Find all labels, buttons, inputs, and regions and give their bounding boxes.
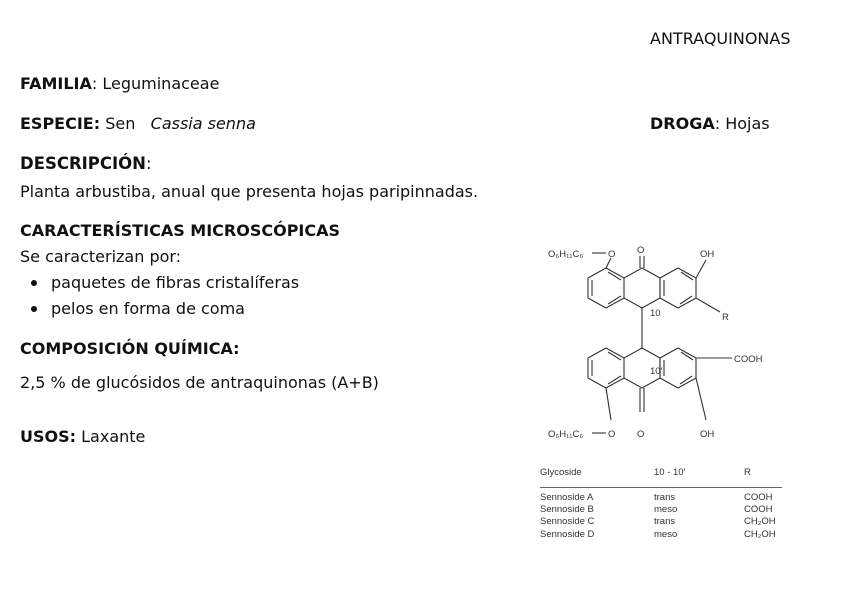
microscopicas-intro: Se caracterizan por: bbox=[20, 247, 182, 266]
table-divider bbox=[540, 487, 782, 488]
glycoside-table bbox=[540, 467, 785, 547]
composicion-heading: COMPOSICIÓN QUÍMICA: bbox=[20, 339, 240, 358]
list-item: paquetes de fibras cristalíferas bbox=[20, 273, 299, 299]
droga-colon: : bbox=[714, 114, 726, 133]
sennoside-structure-diagram bbox=[536, 240, 796, 445]
lower-right-ring bbox=[660, 348, 696, 388]
upper-middle-ring bbox=[624, 268, 660, 308]
table-header-configuration: 10 - 10′ bbox=[654, 467, 686, 478]
table-cell: trans bbox=[654, 492, 676, 503]
table-header-r: R bbox=[744, 467, 751, 478]
microscopicas-list bbox=[20, 273, 299, 325]
lower-oh-label: OH bbox=[700, 429, 715, 440]
table-cell: meso bbox=[654, 529, 678, 540]
composicion-text: 2,5 % de glucósidos de antraquinonas (A+B) bbox=[20, 373, 379, 392]
r-group-label: R bbox=[722, 312, 729, 323]
droga-value: Hojas bbox=[725, 114, 770, 133]
usos-value: Laxante bbox=[81, 427, 146, 446]
especie-common-name: Sen bbox=[105, 114, 136, 133]
upper-substituent-label: O₆H₁₁C₆ bbox=[548, 249, 584, 260]
position-10-label: 10 bbox=[650, 308, 661, 319]
list-item: pelos en forma de coma bbox=[20, 299, 299, 325]
table-cell: Sennoside A bbox=[540, 492, 594, 503]
table-cell: COOH bbox=[744, 492, 773, 503]
familia-colon: : bbox=[91, 74, 103, 93]
cooh-label: COOH bbox=[734, 354, 763, 365]
table-cell: Sennoside D bbox=[540, 529, 595, 540]
category-title: ANTRAQUINONAS bbox=[650, 29, 791, 48]
familia-label: FAMILIA bbox=[20, 74, 92, 93]
especie-line bbox=[20, 114, 256, 134]
lower-left-ring bbox=[588, 348, 624, 388]
descripcion-colon: : bbox=[145, 154, 152, 173]
usos-line bbox=[20, 427, 145, 447]
table-cell: trans bbox=[654, 516, 676, 527]
descripcion-heading-line bbox=[20, 154, 152, 174]
table-cell: CH₂OH bbox=[744, 529, 776, 540]
familia-line bbox=[20, 74, 219, 94]
droga-label: DROGA bbox=[650, 114, 715, 133]
table-cell: Sennoside B bbox=[540, 504, 594, 515]
usos-label: USOS: bbox=[20, 427, 77, 446]
droga-line bbox=[650, 114, 770, 134]
table-cell: meso bbox=[654, 504, 678, 515]
table-cell: COOH bbox=[744, 504, 773, 515]
table-cell: Sennoside C bbox=[540, 516, 595, 527]
table-cell: CH₂OH bbox=[744, 516, 776, 527]
table-header-glycoside: Glycoside bbox=[540, 467, 582, 478]
descripcion-text: Planta arbustiba, anual que presenta hojas paripinnadas. bbox=[20, 182, 479, 201]
lower-ether-o-label: O bbox=[608, 429, 616, 440]
upper-right-ring bbox=[660, 268, 696, 308]
upper-carbonyl-o-label: O bbox=[637, 245, 645, 256]
especie-label: ESPECIE: bbox=[20, 114, 101, 133]
position-10-prime-label: 10′ bbox=[650, 366, 663, 377]
lower-carbonyl-o-label: O bbox=[637, 429, 645, 440]
especie-scientific-name: Cassia senna bbox=[150, 114, 256, 133]
upper-ether-o-label: O bbox=[608, 249, 616, 260]
descripcion-heading: DESCRIPCIÓN bbox=[20, 154, 146, 173]
upper-oh-label: OH bbox=[700, 249, 715, 260]
upper-left-ring bbox=[588, 268, 624, 308]
familia-value: Leguminaceae bbox=[102, 74, 220, 93]
lower-substituent-label: O₆H₁₁C₆ bbox=[548, 429, 584, 440]
microscopicas-heading: CARACTERÍSTICAS MICROSCÓPICAS bbox=[20, 221, 341, 240]
